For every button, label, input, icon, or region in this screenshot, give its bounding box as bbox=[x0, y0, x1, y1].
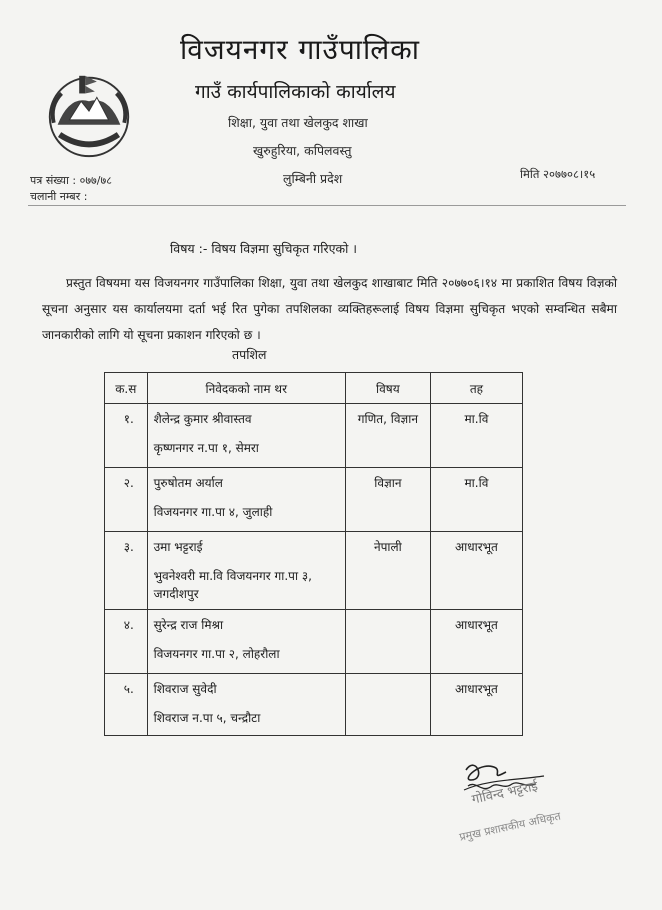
row-address: कृष्णनगर न.पा १, सेमरा bbox=[153, 441, 259, 455]
section-name: शिक्षा, युवा तथा खेलकुद शाखा bbox=[228, 115, 368, 130]
row-name: उमा भट्टराई bbox=[153, 540, 203, 554]
location: खुरुहुरिया, कपिलवस्तु bbox=[253, 143, 352, 158]
row-level: मा.वि bbox=[464, 412, 489, 426]
subject-line: विषय :- विषय विज्ञमा सुचिकृत गरिएको । bbox=[170, 241, 358, 256]
notice-body: प्रस्तुत विषयमा यस विजयनगर गाउँपालिका शिक्षा, युवा तथा खेलकुद शाखाबाट मिति २०७७०६।१४ मा प्रकाशित विषय विज्ञको सूचना अनुसार यस कार्यालयमा दर्ता भई रित पुगेका तपशिलका व्यक्तिहरूलाई विषय विज्ञमा सुचिकृत भएको सम्वन्धित सबैमा जानकारीको लागि यो सूचना प्रकाशन गरिएको छ । bbox=[42, 276, 617, 342]
row-level: आधारभूत bbox=[454, 618, 498, 632]
signatory-designation: प्रमुख प्रशासकीय अधिकृत bbox=[458, 809, 562, 844]
row-name: शैलेन्द्र कुमार श्रीवास्तव bbox=[153, 412, 252, 426]
row-level: मा.वि bbox=[464, 476, 489, 490]
signatory-name: गोविन्द भट्टराई bbox=[470, 779, 540, 808]
header-subject: विषय bbox=[345, 373, 430, 404]
row-subject: गणित, विज्ञान bbox=[357, 412, 418, 426]
row-address: शिवराज न.पा ५, चन्द्रौटा bbox=[153, 711, 261, 725]
row-address: विजयनगर गा.पा २, लोहरौला bbox=[153, 647, 280, 661]
row-sn: ३. bbox=[123, 540, 134, 554]
province: लुम्बिनी प्रदेश bbox=[283, 171, 343, 186]
header-sn: क.स bbox=[105, 373, 148, 404]
signature-stamp bbox=[446, 750, 606, 860]
row-name: पुरुषोतम अर्याल bbox=[153, 476, 223, 490]
row-subject: नेपाली bbox=[373, 540, 402, 554]
date: मिति २०७७०८।१५ bbox=[520, 167, 596, 181]
row-sn: २. bbox=[123, 476, 134, 490]
dispatch-number: चलानी नम्बर : bbox=[30, 190, 88, 203]
row-sn: ५. bbox=[123, 682, 134, 696]
reference-number: पत्र संख्या : ०७७/७८ bbox=[30, 174, 112, 187]
row-subject: विज्ञान bbox=[374, 476, 402, 490]
government-emblem-icon bbox=[40, 66, 138, 164]
table-row bbox=[105, 532, 523, 610]
row-address: विजयनगर गा.पा ४, जुलाही bbox=[153, 505, 273, 519]
municipality-title: विजयनगर गाउँपालिका bbox=[180, 33, 421, 66]
row-name: सुरेन्द्र राज मिश्रा bbox=[153, 618, 224, 632]
row-level: आधारभूत bbox=[454, 540, 498, 554]
row-name: शिवराज सुवेदी bbox=[153, 682, 217, 696]
table-row bbox=[105, 674, 523, 736]
row-sn: १. bbox=[123, 412, 134, 426]
table-row bbox=[105, 610, 523, 674]
header-name: निवेदकको नाम थर bbox=[147, 373, 345, 404]
candidates-table bbox=[104, 372, 523, 736]
table-caption: तपशिल bbox=[232, 347, 267, 362]
header-divider bbox=[28, 205, 626, 206]
row-sn: ४. bbox=[123, 618, 134, 632]
table-row bbox=[105, 404, 523, 468]
row-address: भुवनेश्वरी मा.वि विजयनगर गा.पा ३, जगदीशपुर bbox=[153, 569, 312, 601]
office-title: गाउँ कार्यपालिकाको कार्यालय bbox=[195, 81, 396, 103]
row-level: आधारभूत bbox=[454, 682, 498, 696]
table-row bbox=[105, 468, 523, 532]
header-level: तह bbox=[430, 373, 522, 404]
table-header-row bbox=[105, 373, 523, 404]
